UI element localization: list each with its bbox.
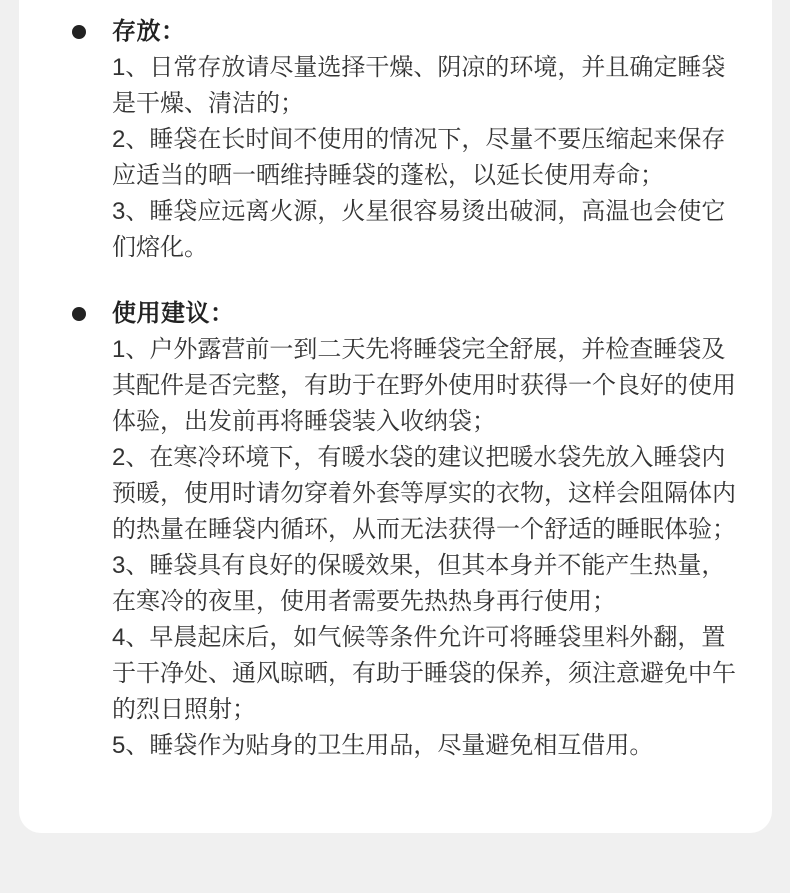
section-heading-row (112, 296, 746, 332)
list-item: 2、睡袋在长时间不使用的情况下，尽量不要压缩起来保存应适当的晒一晒维持睡袋的蓬松，以延长使用寿命； (112, 126, 726, 189)
bullet-icon (72, 25, 86, 39)
section-heading: 存放： (112, 18, 186, 45)
list-item: 1、日常存放请尽量选择干燥、阴凉的环境，并且确定睡袋是干燥、清洁的； (112, 54, 726, 117)
list-item: 5、睡袋作为贴身的卫生用品，尽量避免相互借用。 (112, 732, 654, 759)
list-item: 4、早晨起床后，如气候等条件允许可将睡袋里料外翻，置于干净处、通风晾晒，有助于睡袋的保养，须注意避免中午的烈日照射； (112, 624, 736, 723)
list-item: 1、户外露营前一到二天先将睡袋完全舒展，并检查睡袋及其配件是否完整，有助于在野外使用时获得一个良好的使用体验，出发前再将睡袋装入收纳袋； (112, 336, 736, 435)
section-heading: 使用建议： (112, 300, 235, 327)
bullet-icon (72, 307, 86, 321)
section-usage-tips (112, 296, 746, 764)
list-item: 2、在寒冷环境下，有暖水袋的建议把暖水袋先放入睡袋内预暖，使用时请勿穿着外套等厚实的衣物，这样会阻隔体内的热量在睡袋内循环，从而无法获得一个舒适的睡眠体验； (112, 444, 736, 543)
list-item: 3、睡袋应远离火源，火星很容易烫出破洞，高温也会使它们熔化。 (112, 198, 726, 261)
section-storage (112, 14, 746, 266)
content-card (19, 0, 772, 833)
section-heading-row (112, 14, 746, 50)
list-item: 3、睡袋具有良好的保暖效果，但其本身并不能产生热量，在寒冷的夜里，使用者需要先热热身再行使用； (112, 552, 726, 615)
